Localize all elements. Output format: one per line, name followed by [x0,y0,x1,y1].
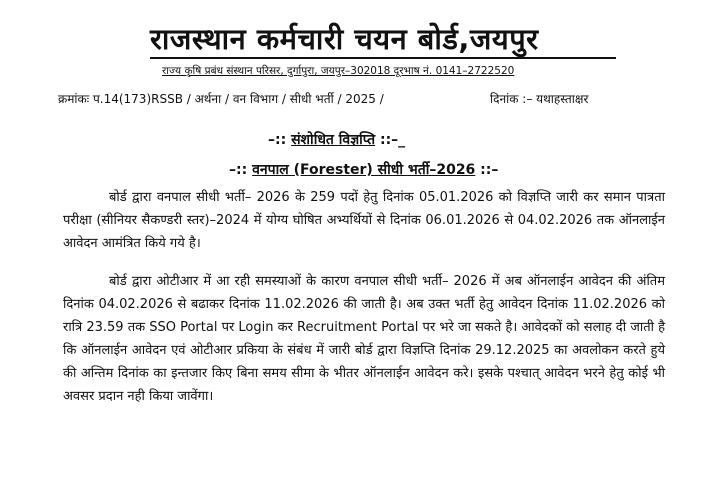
paragraph-2: बोर्ड द्वारा ओटीआर में आ रही समस्याओं के कारण वनपाल सीधी भर्ती– 2026 में अब ऑनलाईन आवेदन की अंतिम दिनांक 04.02.2026 से बढाकर दिनांक 11.02.2026 की जाती है। अब उक्त भर्ती हेतु आवेदन दिनांक 11.02.2026 को रात्रि 23.59 तक SSO Portal पर Login कर Recruitment Portal पर भरे जा सकते है। आवेदकों को सलाह दी जाती है कि ऑनलाईन आवेदन एवं ओटीआर प्रकिया के संबंध में जारी बोर्ड द्वारा विज्ञप्ति दिनांक 29.12.2025 का अवलोकन करते हुये की अन्तिम दिनांक का इन्तजार किए बिना समय सीमा के भीतर ऑनलाईन आवेदन करे। इसके पश्चात् आवेदन भरने हेतु कोई भी अवसर प्रदान नही किया जावेंगा। [63,274,666,404]
title-underline [150,57,616,59]
reference-row [58,90,678,108]
organization-address: राज्य कृषि प्रबंध संस्थान परिसर, दुर्गापुरा, जयपुर–302018 दूरभाष नं. 0141–2722520 [162,65,515,77]
notice-heading-text: संशोधित विज्ञप्ति [291,132,376,148]
reference-number: क्रमांकः प.14(173)RSSB / अर्थना / वन विभाग / सीधी भर्ती / 2025 / [58,92,384,106]
reference-date: दिनांक :– यथाहस्ताक्षर [490,92,589,106]
notice-heading-suffix: ::–_ [375,132,406,148]
subject-heading [229,160,509,179]
notice-heading-prefix: –:: [268,132,292,148]
organization-title: राजस्थान कर्मचारी चयन बोर्ड,जयपुर [150,22,539,56]
subject-heading-text: वनपाल (Forester) सीधी भर्ती–2026 [252,162,476,178]
subject-heading-suffix: ::– [475,162,499,178]
paragraph-1: बोर्ड द्वारा वनपाल सीधी भर्ती– 2026 के 259 पदों हेतु दिनांक 05.01.2026 को विज्ञप्ति जारी कर समान पात्रता परीक्षा (सीनियर सैकण्डरी स्तर)–2024 में योग्य घोषित अभ्यर्थियों से दिनांक 06.01.2026 से 04.02.2026 तक ऑनलाईन आवेदन आमंत्रित किये गये है। [63,190,665,251]
notice-heading [268,130,448,149]
subject-heading-prefix: –:: [229,162,253,178]
